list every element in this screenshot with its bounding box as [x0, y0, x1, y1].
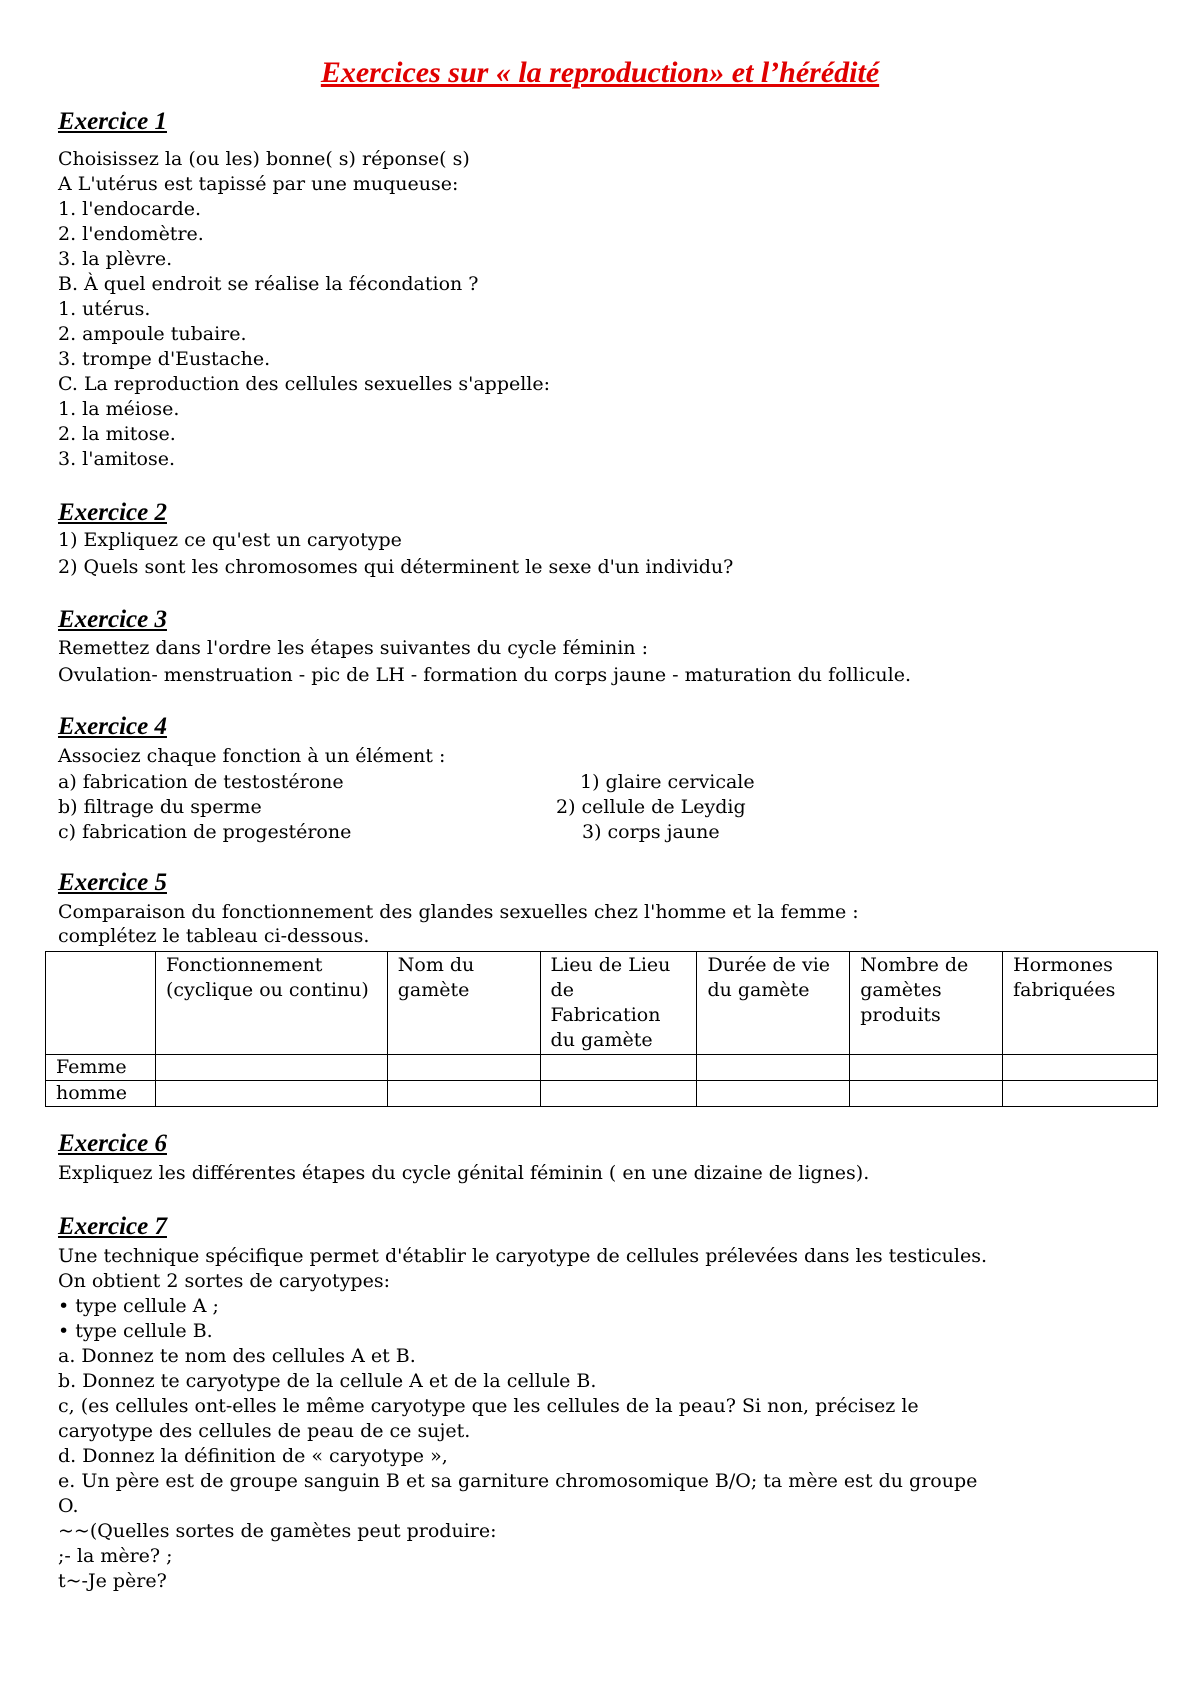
exercise-7-line: t~-Je père?	[58, 1570, 167, 1592]
exercise-1-line: 3. la plèvre.	[58, 248, 173, 270]
exercise-7-line: a. Donnez te nom des cellules A et B.	[58, 1345, 416, 1367]
exercise-7-line: b. Donnez te caryotype de la cellule A et de la cellule B.	[58, 1370, 597, 1392]
table-header-cell: Nombre de gamètes produits	[850, 952, 1003, 1055]
table-cell	[540, 1081, 697, 1107]
exercise-1-line: C. La reproduction des cellules sexuelles s'appelle:	[58, 373, 551, 395]
exercise-3-line: Remettez dans l'ordre les étapes suivantes du cycle féminin :	[58, 637, 648, 659]
exercise-4-element: 2) cellule de Leydig	[556, 796, 746, 818]
table-header-cell: Fonctionnement (cyclique ou continu)	[155, 952, 387, 1055]
exercise-1-line: A L'utérus est tapissé par une muqueuse:	[58, 173, 459, 195]
table-cell	[697, 1081, 850, 1107]
exercise-2-heading: Exercice 2	[58, 499, 167, 526]
exercise-7-line: On obtient 2 sortes de caryotypes:	[58, 1270, 390, 1292]
exercise-4-intro: Associez chaque fonction à un élément :	[58, 745, 446, 767]
exercise-4-heading: Exercice 4	[58, 713, 167, 740]
exercise-4-function: c) fabrication de progestérone	[58, 821, 352, 843]
table-header-cell: Lieu de Lieu de Fabrication du gamète	[540, 952, 697, 1055]
exercise-7-line: d. Donnez la définition de « caryotype »,	[58, 1445, 448, 1467]
exercise-7-line: • type cellule A ;	[58, 1295, 219, 1317]
exercise-5-line: Comparaison du fonctionnement des glandes sexuelles chez l'homme et la femme :	[58, 901, 859, 923]
table-row-label: Femme	[46, 1055, 156, 1081]
exercise-1-line: 1. la méiose.	[58, 398, 180, 420]
table-cell	[697, 1055, 850, 1081]
table-header-row	[46, 952, 1158, 1055]
table-cell	[1003, 1081, 1158, 1107]
exercise-7-line: ~~(Quelles sortes de gamètes peut produire:	[58, 1520, 497, 1542]
gland-comparison-table	[45, 951, 1158, 1107]
exercise-4-element: 1) glaire cervicale	[580, 771, 755, 793]
exercise-3-heading: Exercice 3	[58, 606, 167, 633]
exercise-2-line: 1) Expliquez ce qu'est un caryotype	[58, 529, 402, 551]
exercise-7-heading: Exercice 7	[58, 1213, 167, 1240]
exercise-5-heading: Exercice 5	[58, 869, 167, 896]
exercise-1-line: 2. la mitose.	[58, 423, 176, 445]
exercise-1-line: 3. trompe d'Eustache.	[58, 348, 271, 370]
exercise-2-line: 2) Quels sont les chromosomes qui déterminent le sexe d'un individu?	[58, 556, 734, 578]
exercise-7-line: • type cellule B.	[58, 1320, 213, 1342]
exercise-7-line: caryotype des cellules de peau de ce sujet.	[58, 1420, 471, 1442]
table-cell	[1003, 1055, 1158, 1081]
exercise-1-line: 2. l'endomètre.	[58, 223, 204, 245]
exercise-1-line: B. À quel endroit se réalise la fécondation ?	[58, 273, 479, 295]
table-header-cell: Nom du gamète	[387, 952, 540, 1055]
table-cell	[850, 1055, 1003, 1081]
exercise-7-line: O.	[58, 1495, 79, 1517]
exercise-3-line: Ovulation- menstruation - pic de LH - formation du corps jaune - maturation du follicule.	[58, 664, 912, 686]
exercise-1-heading: Exercice 1	[58, 108, 167, 135]
exercise-6-line: Expliquez les différentes étapes du cycle génital féminin ( en une dizaine de lignes).	[58, 1162, 870, 1184]
exercise-4-element: 3) corps jaune	[582, 821, 720, 843]
table-header-cell	[46, 952, 156, 1055]
exercise-1-line: 1. utérus.	[58, 298, 151, 320]
table-cell	[155, 1081, 387, 1107]
table-header-cell: Durée de vie du gamète	[697, 952, 850, 1055]
table-cell	[850, 1081, 1003, 1107]
exercise-5-line: complétez le tableau ci-dessous.	[58, 925, 370, 947]
exercise-1-line: 1. l'endocarde.	[58, 198, 202, 220]
table-cell	[387, 1081, 540, 1107]
exercise-6-heading: Exercice 6	[58, 1130, 167, 1157]
exercise-7-line: c, (es cellules ont-elles le même caryotype que les cellules de la peau? Si non, précisez le	[58, 1395, 919, 1417]
exercise-1-line: 2. ampoule tubaire.	[58, 323, 247, 345]
page-title: Exercices sur « la reproduction» et l’hérédité	[320, 56, 880, 89]
table-row-label: homme	[46, 1081, 156, 1107]
exercise-4-function: b) filtrage du sperme	[58, 796, 262, 818]
table-row	[46, 1055, 1158, 1081]
table-header-cell: Hormones fabriquées	[1003, 952, 1158, 1055]
exercise-7-line: ;- la mère? ;	[58, 1545, 173, 1567]
exercise-4-function: a) fabrication de testostérone	[58, 771, 344, 793]
table-cell	[155, 1055, 387, 1081]
exercise-1-line: 3. l'amitose.	[58, 448, 175, 470]
table-row	[46, 1081, 1158, 1107]
exercise-7-line: e. Un père est de groupe sanguin B et sa garniture chromosomique B/O; ta mère est du groupe	[58, 1470, 978, 1492]
exercise-1-line: Choisissez la (ou les) bonne( s) réponse( s)	[58, 148, 470, 170]
table-cell	[540, 1055, 697, 1081]
exercise-7-line: Une technique spécifique permet d'établir le caryotype de cellules prélevées dans les testicules.	[58, 1245, 987, 1267]
table-cell	[387, 1055, 540, 1081]
